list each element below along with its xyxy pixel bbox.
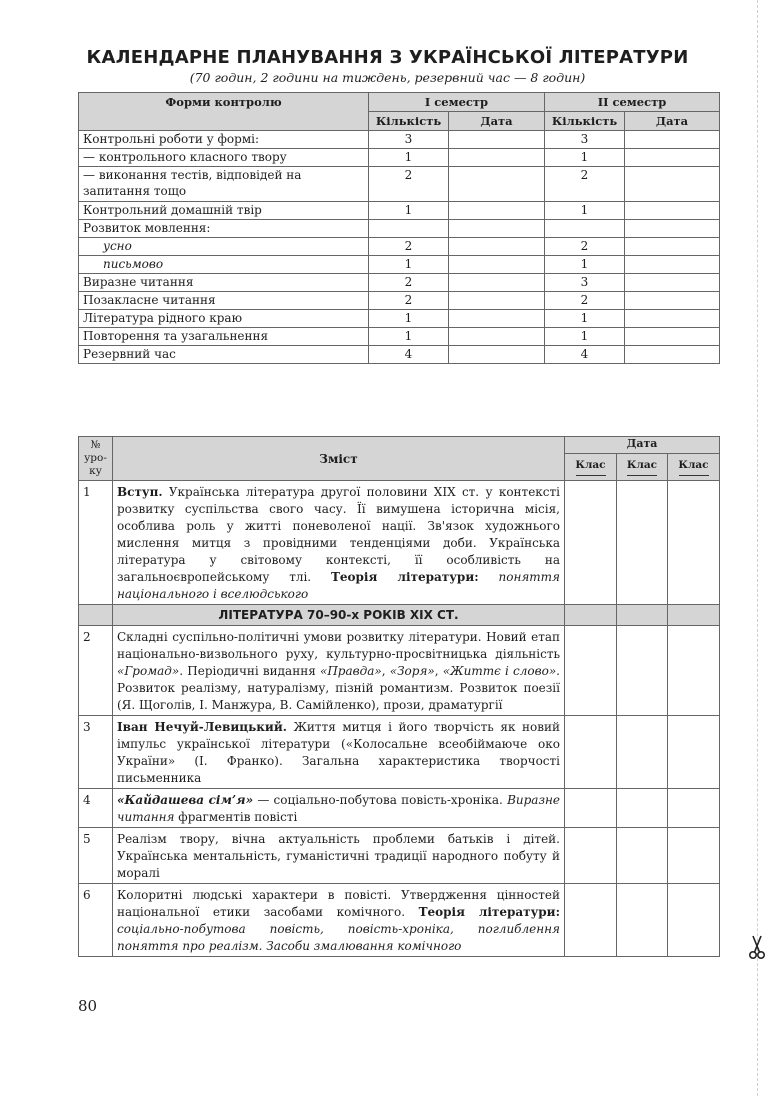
table-row (79, 328, 720, 346)
row-label: Позакласне читання (79, 292, 369, 310)
table-row (79, 131, 720, 149)
lesson-number: 5 (79, 828, 113, 884)
table-row (79, 346, 720, 364)
table-row (79, 310, 720, 328)
s2-count: 1 (545, 310, 625, 328)
lesson-plan-table (78, 436, 720, 957)
page-subtitle: (70 годин, 2 години на тиждень, резервний час — 8 годин) (189, 70, 586, 85)
lesson-number: 6 (79, 884, 113, 957)
row-label: Література рідного краю (79, 310, 369, 328)
s2-count: 1 (545, 328, 625, 346)
row-label: Повторення та узагальнення (79, 328, 369, 346)
lesson-row (79, 481, 720, 605)
lesson-number: 3 (79, 716, 113, 789)
s1-count: 3 (369, 131, 449, 149)
s1-count: 1 (369, 328, 449, 346)
table-row (79, 202, 720, 220)
header-count-1: Кількість (369, 112, 449, 131)
section-row (79, 605, 720, 626)
lesson-content: Колоритні людські характери в повісті. Утвердження цінностей національної етики засобами комічного. Теорія літератури: соціально-побутова повість, повість-хроніка, поглиблення поняття про реалізм. Засоби змалювання комічного (113, 884, 565, 957)
row-label: письмово (79, 256, 369, 274)
s1-count: 1 (369, 310, 449, 328)
row-label: усно (79, 238, 369, 256)
lesson-row (79, 828, 720, 884)
lesson-number: 2 (79, 626, 113, 716)
header-lesson-number: № уро-ку (79, 437, 113, 481)
lesson-row (79, 789, 720, 828)
s2-count: 1 (545, 256, 625, 274)
table-row (79, 238, 720, 256)
s1-count: 4 (369, 346, 449, 364)
s1-count: 2 (369, 167, 449, 202)
lesson-content: Іван Нечуй-Левицький. Життя митця і його творчість як новий імпульс української літератури («Колосальне всеобіймаюче око України» (І. Франко). Загальна характеристика творчості письменника (113, 716, 565, 789)
row-label: — контрольного класного твору (79, 149, 369, 167)
header-content: Зміст (113, 437, 565, 481)
s1-count: 2 (369, 292, 449, 310)
lesson-number: 4 (79, 789, 113, 828)
header-count-2: Кількість (545, 112, 625, 131)
cut-line (757, 0, 758, 1096)
s2-count: 1 (545, 202, 625, 220)
header-date: Дата (565, 437, 720, 454)
lesson-content: Реалізм твору, вічна актуальність проблеми батьків і дітей. Українська ментальність, гуманістичні традиції народного побуту й моралі (113, 828, 565, 884)
lesson-row (79, 626, 720, 716)
table-row (79, 256, 720, 274)
s2-count: 2 (545, 167, 625, 202)
header-date-2: Дата (625, 112, 720, 131)
row-label: Розвиток мовлення: (79, 220, 369, 238)
header-forms: Форми контролю (79, 93, 369, 131)
lesson-content: Складні суспільно-політичні умови розвитку літератури. Новий етап національно-визвольного руху, культурно-просвітницька діяльність «Громад». Періодичні видання «Правда», «Зоря», «Життє і слово». Розвиток реалізму, натуралізму, пізній романтизм. Розвиток поезії (Я. Щоголів, І. Манжура, В. Самійленко), прози, драматургії (113, 626, 565, 716)
section-title: ЛІТЕРАТУРА 70–90-х РОКІВ XIX СТ. (113, 605, 565, 626)
header-semester-2: ІІ семестр (545, 93, 720, 112)
table-row (79, 220, 720, 238)
s2-count: 3 (545, 131, 625, 149)
s2-count: 1 (545, 149, 625, 167)
s1-count: 1 (369, 149, 449, 167)
row-label: Контрольні роботи у формі: (79, 131, 369, 149)
row-label: — виконання тестів, відповідей на запитання тощо (79, 167, 369, 202)
row-label: Резервний час (79, 346, 369, 364)
s1-count: 2 (369, 238, 449, 256)
page-title: КАЛЕНДАРНЕ ПЛАНУВАННЯ З УКРАЇНСЬКОЇ ЛІТЕРАТУРИ (86, 47, 689, 68)
table-row (79, 167, 720, 202)
lesson-number: 1 (79, 481, 113, 605)
s1-count: 2 (369, 274, 449, 292)
row-label: Контрольний домашній твір (79, 202, 369, 220)
s2-count: 2 (545, 238, 625, 256)
lesson-content: Вступ. Українська література другої половини XIX ст. у контексті розвитку суспільства свого часу. Її вимушена історична місія, особлива роль у житті поневоленої нації. Зв'язок художнього мислення митця з провідними тенденціями доби. Українська література у світовому контексті, її особливість на загальноєвропейському тлі. Теорія літератури: поняття національного і вселюдського (113, 481, 565, 605)
control-forms-table (78, 92, 720, 364)
s2-count (545, 220, 625, 238)
s2-count: 4 (545, 346, 625, 364)
header-date-1: Дата (449, 112, 545, 131)
s1-count: 1 (369, 256, 449, 274)
table-row (79, 149, 720, 167)
s2-count: 2 (545, 292, 625, 310)
lesson-row (79, 716, 720, 789)
header-class-2: Клас (617, 454, 668, 481)
row-label: Виразне читання (79, 274, 369, 292)
s1-count: 1 (369, 202, 449, 220)
scissors-icon (748, 934, 766, 960)
page-number: 80 (78, 997, 98, 1015)
table-row (79, 274, 720, 292)
header-semester-1: І семестр (369, 93, 545, 112)
s2-count: 3 (545, 274, 625, 292)
lesson-content: «Кайдашева сім’я» — соціально-побутова повість-хроніка. Виразне читання фрагментів повісті (113, 789, 565, 828)
header-class-1: Клас (565, 454, 617, 481)
table-row (79, 292, 720, 310)
header-class-3: Клас (668, 454, 720, 481)
lesson-row (79, 884, 720, 957)
s1-count (369, 220, 449, 238)
